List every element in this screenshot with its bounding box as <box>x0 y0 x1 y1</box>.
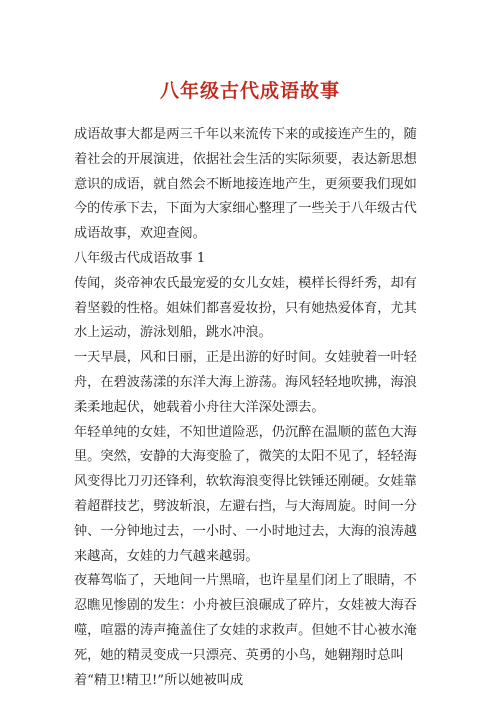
section-heading: 八年级古代成语故事 1 <box>74 250 206 266</box>
paragraph: 传闻，炎帝神农氏最宠爱的女儿女娃，模样长得纤秀，却有着坚毅的性格。姐妹们都喜爱妆扮，只有她热爱体育，尤其水上运动，游泳划船，跳水冲浪。 <box>74 275 417 341</box>
paragraph: 夜幕驾临了，天地间一片黑暗，也许星星们闭上了眼睛，不忍瞧见惨剧的发生：小舟被巨浪碾成了碎片，女娃被大海吞噬，喧嚣的涛声掩盖住了女娃的求救声。但她不甘心被水淹死，她的精灵变成一只漂亮、英勇的小鸟，她翱翔时总叫着“精卫!精卫!”所以她被叫成 <box>74 573 417 688</box>
document-body <box>74 123 430 693</box>
paragraph: 一天早晨，风和日丽，正是出游的好时间。女娃驶着一叶轻舟，在碧波荡漾的东洋大海上游荡。海风轻轻地吹拂，海浪柔柔地起伏，她载着小舟往大洋深处漂去。 <box>74 350 417 415</box>
paragraph: 年轻单纯的女娃，不知世道险恶，仍沉醉在温顺的蓝色大海里。突然，安静的大海变脸了，微笑的太阳不见了，轻轻海风变得比刀刃还锋利，软软海浪变得比铁锤还刚硬。女娃靠着超群技艺，劈波斩浪，左避右挡，与大海周旋。时间一分钟、一分钟地过去，一小时、一小时地过去，大海的浪涛越来越高，女娃的力气越来越弱。 <box>74 424 417 564</box>
paragraph-intro: 成语故事大都是两三千年以来流传下来的或接连产生的，随着社会的开展演进，依据社会生活的实际须要，表达新思想意识的成语，就自然会不断地接连地产生，更须要我们现如今的传承下去，下面为大家细心整理了一些关于八年级古代成语故事，欢迎查阅。 <box>74 127 417 242</box>
document-title: 八年级古代成语故事 <box>159 80 340 102</box>
